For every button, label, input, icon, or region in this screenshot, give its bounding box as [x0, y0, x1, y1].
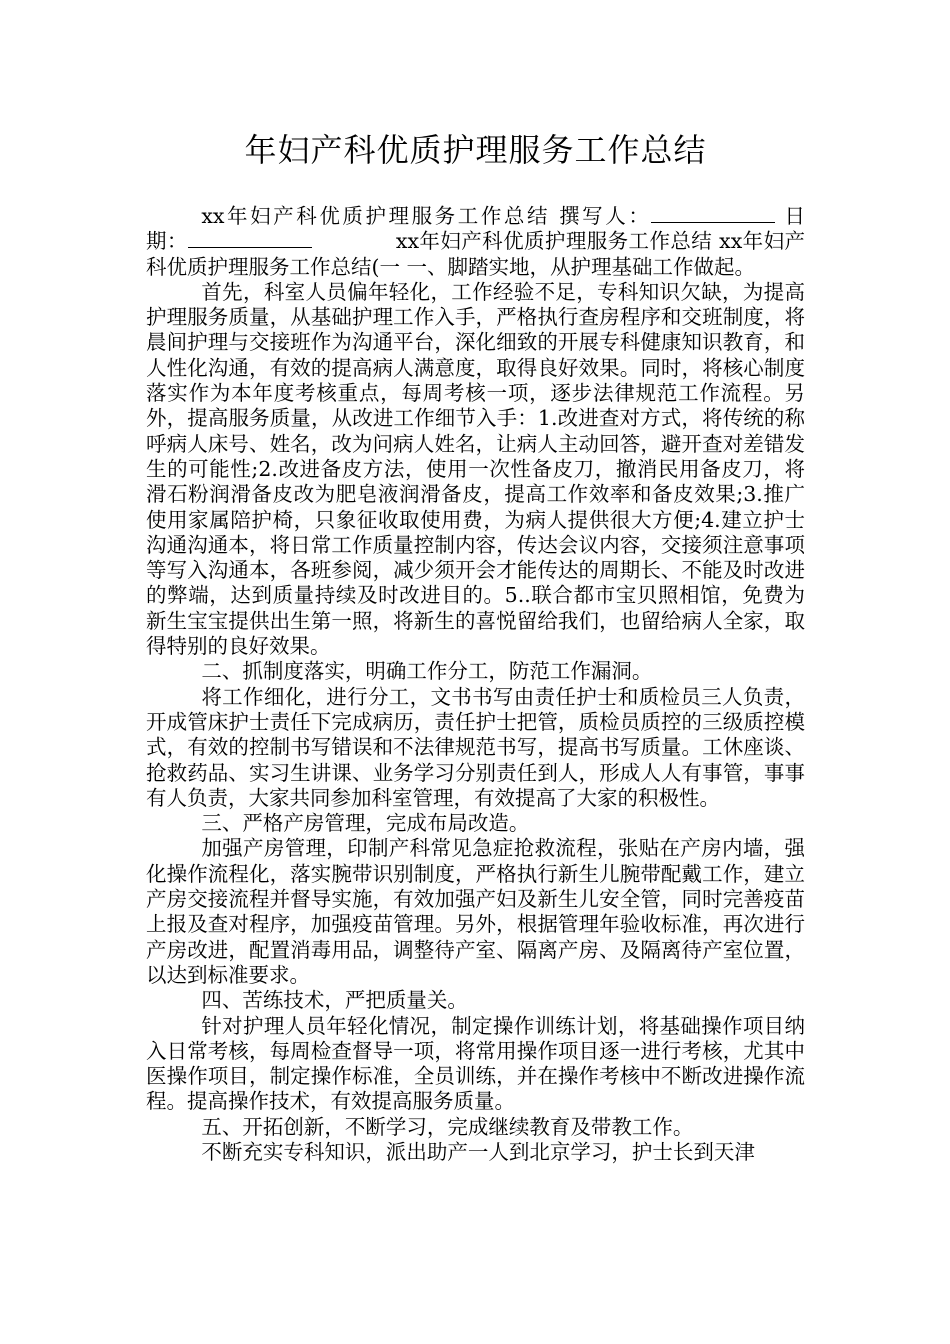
header-paragraph: [146, 204, 826, 280]
section-heading: 二、抓制度落实，明确工作分工，防范工作漏洞。: [201, 659, 653, 684]
body-paragraph: 首先，科室人员偏年轻化，工作经验不足，专科知识欠缺，为提高护理服务质量，从基础护理工作入手，严格执行查房程序和交班制度，将晨间护理与交接班作为沟通平台，深化细致的开展专科健康知识教育，和人性化沟通，有效的提高病人满意度，取得良好效果。同时，将核心制度落实作为本年度考核重点，每周考核一项，逐步法律规范工作流程。另外，提高服务质量，从改进工作细节入手：1.改进查对方式，将传统的称呼病人床号、姓名，改为问病人姓名，让病人主动回答，避开查对差错发生的可能性;2.改进备皮方法，使用一次性备皮刀，撤消民用备皮刀，将滑石粉润滑备皮改为肥皂液润滑备皮，提高工作效率和备皮效果;3.推广使用家属陪护椅，只象征收取使用费，为病人提供很大方便;4.建立护士沟通沟通本，将日常工作质量控制内容，传达会议内容，交接须注意事项等写入沟通本，各班参阅，减少须开会才能传达的周期长、不能及时改进的弊端，达到质量持续及时改进目的。5..联合都市宝贝照相馆，免费为新生宝宝提供出生第一照，将新生的喜悦留给我们，也留给病人全家，取得特别的良好效果。: [146, 279, 805, 659]
author-blank: [651, 221, 775, 223]
body-paragraph: 加强产房管理，印制产科常见急症抢救流程，张贴在产房内墙，强化操作流程化，落实腕带识别制度，严格执行新生儿腕带配戴工作，建立产房交接流程并督导实施，有效加强产妇及新生儿安全管，同时完善疫苗上报及查对程序，加强疫苗管理。另外，根据管理年验收标准，再次进行产房改进，配置消毒用品，调整待产室、隔离产房、及隔离待产室位置，以达到标准要求。: [146, 836, 805, 987]
date-label: 日 期：: [146, 204, 826, 254]
section-heading: 三、严格产房管理，完成布局改造。: [201, 811, 530, 836]
section-heading: 四、苦练技术，严把质量关。: [201, 988, 468, 1013]
header-line-prefix: xx年妇产科优质护理服务工作总结 撰写人：: [201, 204, 652, 228]
section-heading: 五、开拓创新，不断学习，完成继续教育及带教工作。: [201, 1114, 694, 1139]
body-paragraph: 针对护理人员年轻化情况，制定操作训练计划，将基础操作项目纳入日常考核，每周检查督导一项，将常用操作项目逐一进行考核，尤其中医操作项目，制定操作标准，全员训练，并在操作考核中不断改进操作流程。提高操作技术，有效提高服务质量。: [146, 1013, 805, 1114]
body-paragraph: 将工作细化，进行分工，文书书写由责任护士和质检员三人负责，开成管床护士责任下完成病历，责任护士把管，质检员质控的三级质控模式，有效的控制书写错误和不法律规范书写，提高书写质量。工休座谈、抢救药品、实习生讲课、业务学习分别责任到人，形成人人有事管，事事有人负责，大家共同参加科室管理，有效提高了大家的积极性。: [146, 684, 805, 810]
header-line-rest: xx年妇产科优质护理服务工作总结 xx年妇产科优质护理服务工作总结(一 一、脚踏实地，从护理基础工作做起。: [146, 229, 805, 279]
document-title: 年妇产科优质护理服务工作总结: [244, 131, 707, 169]
date-blank: [188, 246, 312, 248]
body-paragraph: 不断充实专科知识，派出助产一人到北京学习，护士长到天津: [201, 1139, 755, 1164]
